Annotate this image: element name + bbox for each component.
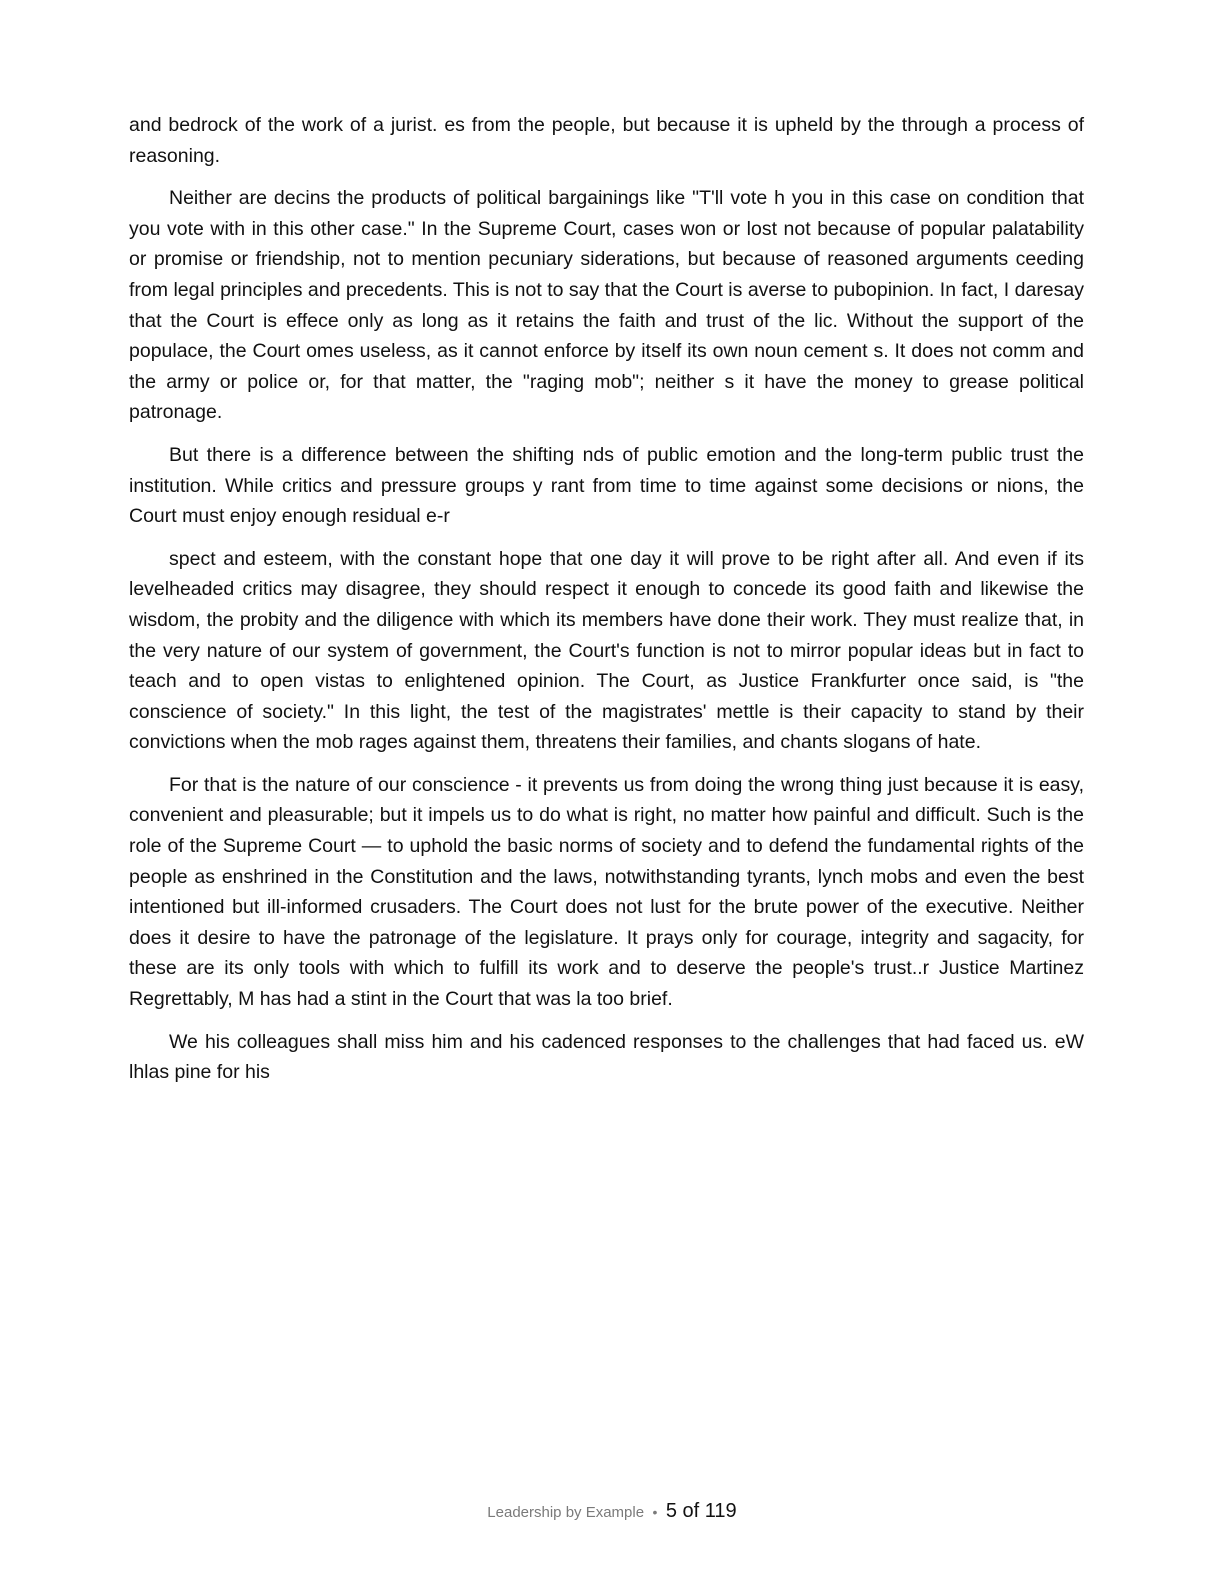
paragraph-3: But there is a difference between the shifting nds of public emotion and the long-term public trust the institution. While critics and pressure groups y rant from time to time against some decisions or nions, the Court must enjoy enough residual e-r xyxy=(129,443,1084,528)
paragraph-1: and bedrock of the work of a jurist. es from the people, but because it is upheld by the through a process of reasoning. xyxy=(129,114,1084,167)
paragraph-2: Neither are decins the products of political bargainings like "T'll vote h you in this case on condition that you vote with in this other case." In the Supreme Court, cases won or lost not because of popular palatability or promise or friendship, not to mention pecuniary siderations, but because of reasoned arguments ceeding from legal principles and precedents. This is not to say that the Court is averse to pubopinion. In fact, I daresay that the Court is effece only as long as it retains the faith and trust of the lic. Without the support of the populace, the Court omes useless, as it cannot enforce by itself its own noun cement s. It does not comm and the army or police or, for that matter, the "raging mob"; neither s it have the money to grease political patronage. xyxy=(129,187,1084,424)
footer-page-number: 5 of 119 xyxy=(665,1500,737,1522)
document-body xyxy=(129,110,1084,1100)
paragraph-5: For that is the nature of our conscience - it prevents us from doing the wrong thing just because it is easy, convenient and pleasurable; but it impels us to do what is right, no matter how painful and difficult. Such is the role of the Supreme Court — to uphold the basic norms of society and to defend the fundamental rights of the people as enshrined in the Constitution and the laws, notwithstanding tyrants, lynch mobs and even the best intentioned but ill-informed crusaders. The Court does not lust for the brute power of the executive. Neither does it desire to have the patronage of the legislature. It prays only for courage, integrity and sagacity, for these are its only tools with which to fulfill its work and to deserve the people's trust..r Justice Martinez Regrettably, M has had a stint in the Court that was la too brief. xyxy=(129,773,1084,1011)
footer-document-title: Leadership by Example xyxy=(487,1504,645,1521)
footer-bullet-separator: • xyxy=(652,1504,658,1520)
paragraph-4: spect and esteem, with the constant hope that one day it will prove to be right after all. And even if its levelheaded critics may disagree, they should respect it enough to concede its good faith and likewise the wisdom, the probity and the diligence with which its members have done their work. They must realize that, in the very nature of our system of government, the Court's function is not to mirror popular ideas but in fact to teach and to open vistas to enlightened opinion. The Court, as Justice Frankfurter once said, is "the conscience of society." In this light, the test of the magistrates' mettle is their capacity to stand by their convictions when the mob rages against them, threatens their families, and chants slogans of hate. xyxy=(129,547,1084,754)
page-footer xyxy=(0,1500,1224,1523)
paragraph-6: We his colleagues shall miss him and his cadenced responses to the challenges that had faced us. eW lhlas pine for his xyxy=(129,1030,1084,1084)
